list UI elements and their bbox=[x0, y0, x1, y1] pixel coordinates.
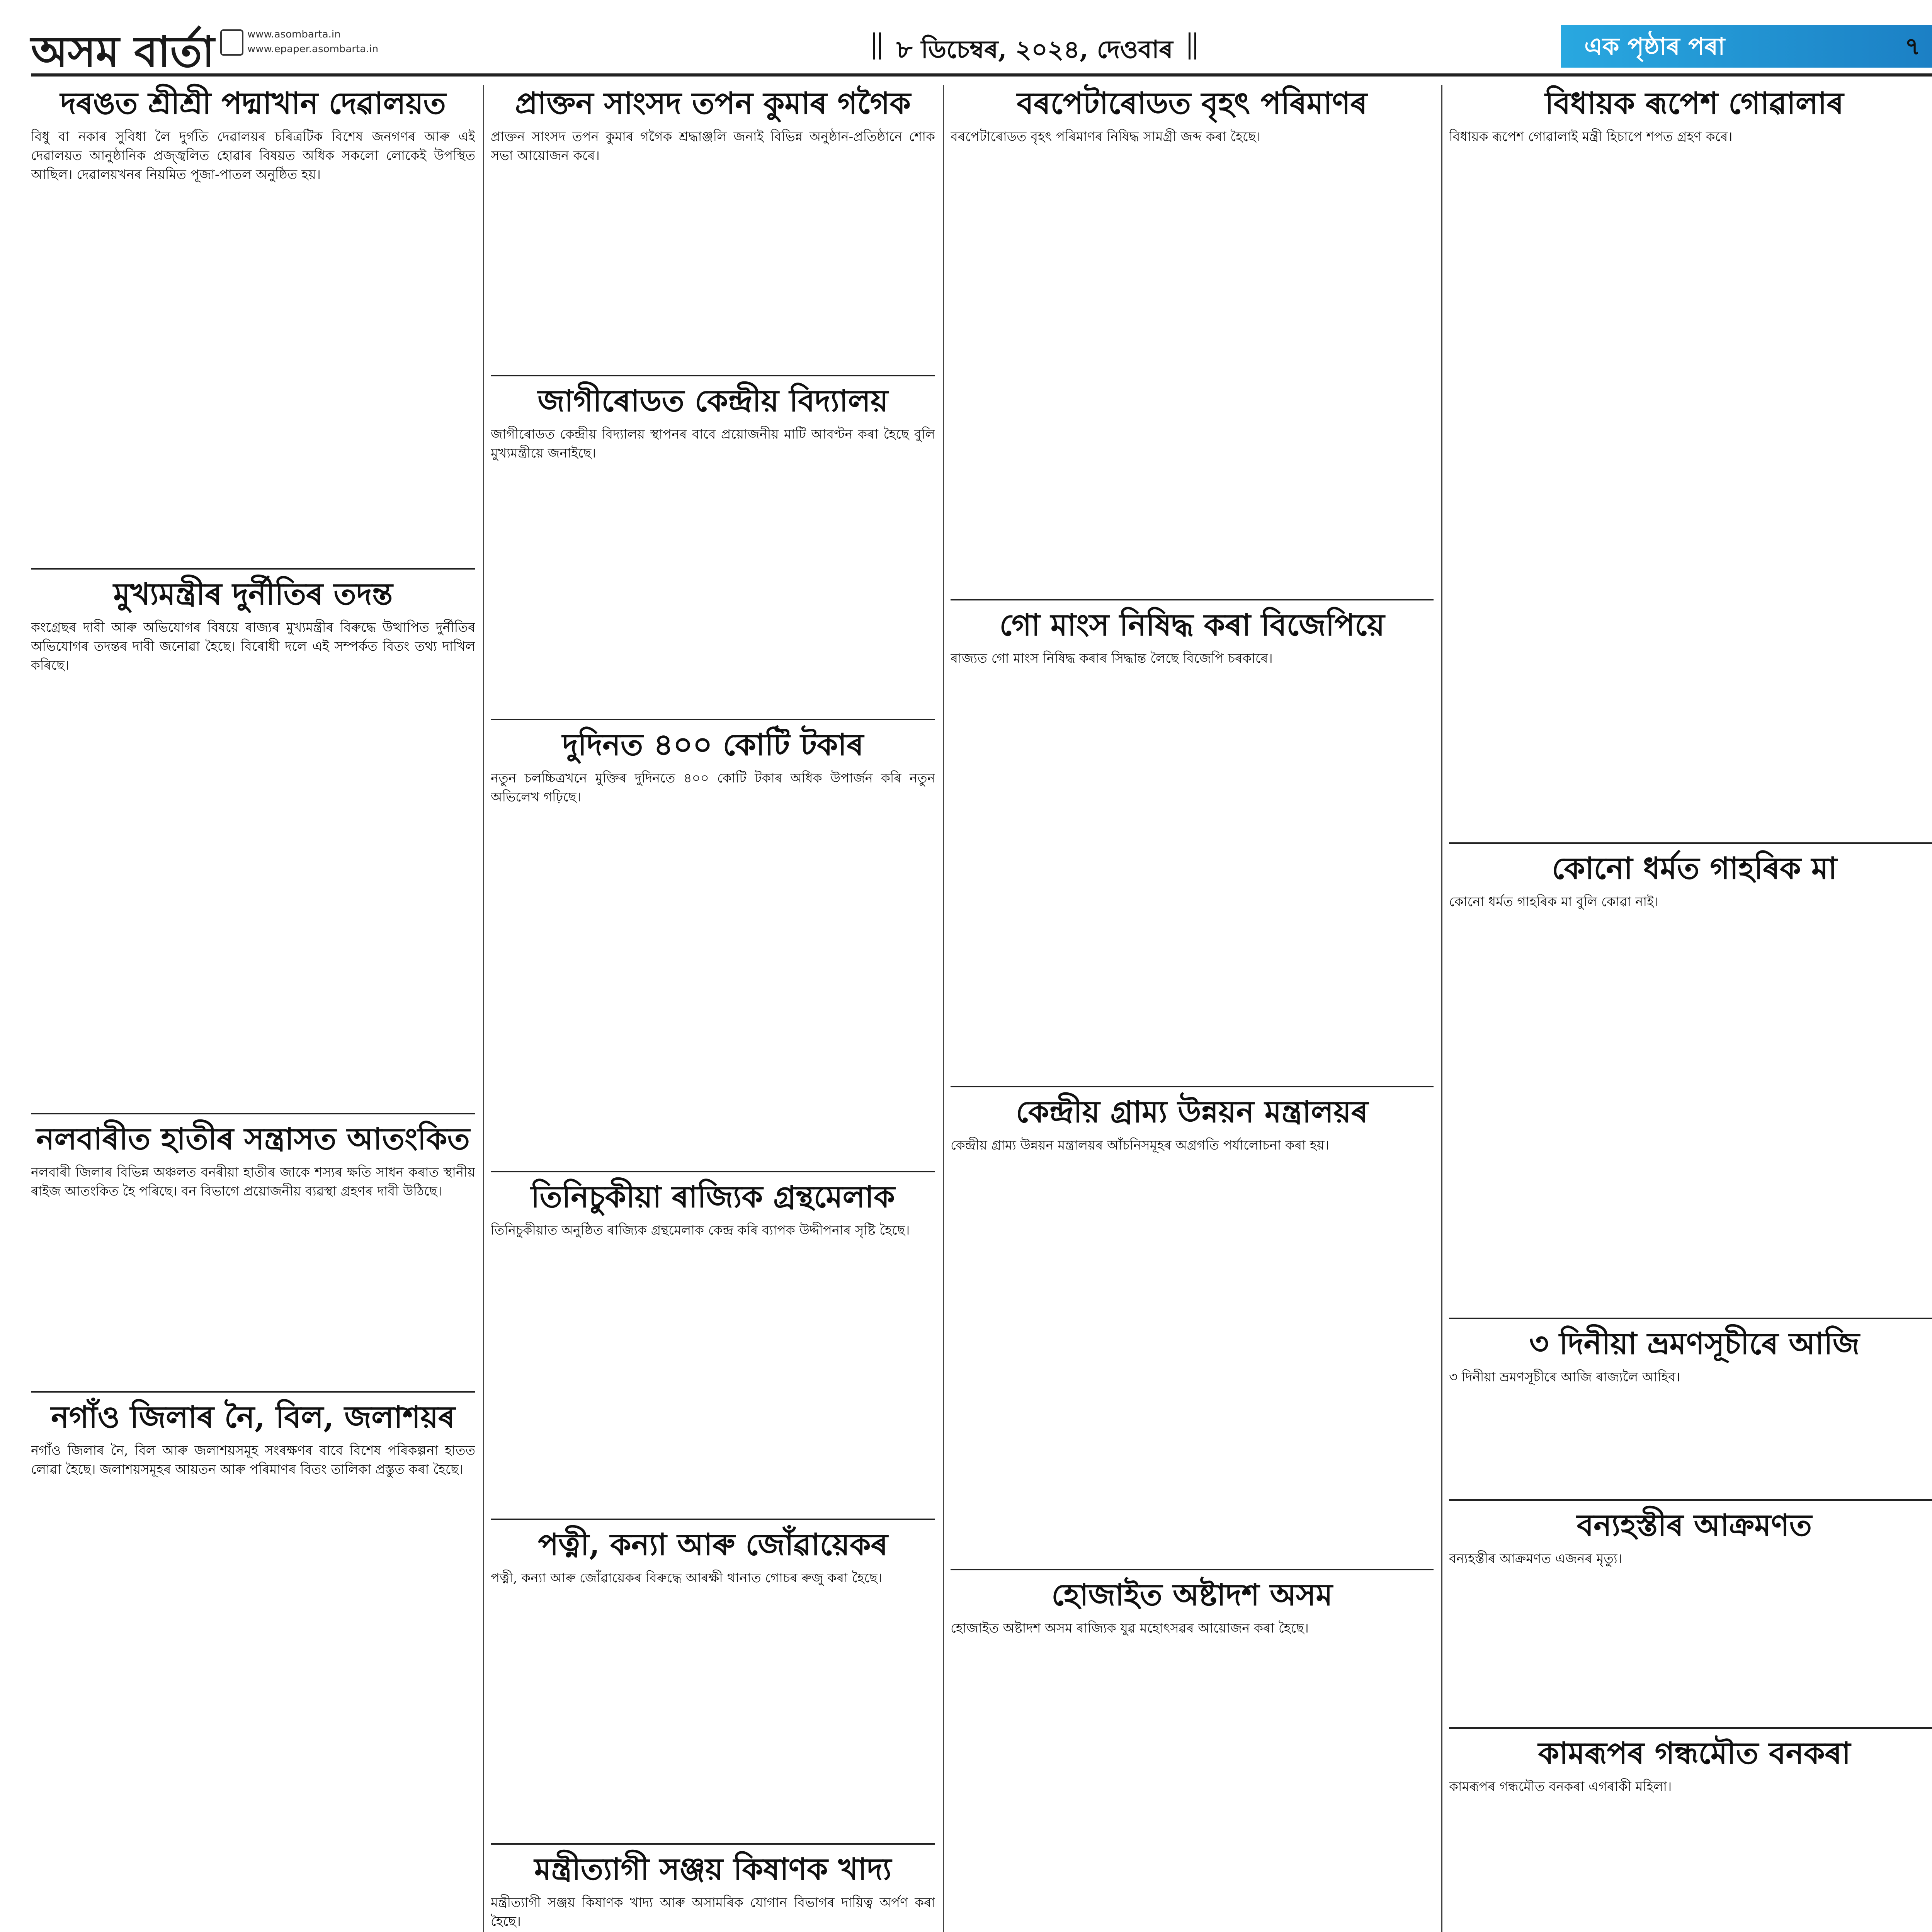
article-separator bbox=[1449, 1499, 1932, 1501]
article bbox=[491, 1179, 935, 1515]
article bbox=[491, 1851, 935, 1932]
article bbox=[1449, 1735, 1932, 1932]
article bbox=[951, 607, 1434, 1082]
article bbox=[31, 85, 475, 564]
article bbox=[31, 1399, 475, 1932]
article-body: কোনো ধৰ্মত গাহৰিক মা বুলি কোৱা নাই। bbox=[1449, 893, 1932, 1310]
article-headline: নলবাৰীত হাতীৰ সন্ত্ৰাসত আতংকিত bbox=[36, 1121, 470, 1156]
mobile-icon bbox=[220, 29, 243, 56]
article bbox=[491, 726, 935, 1167]
article-body: বৰপেটাৰোডত বৃহৎ পৰিমাণৰ নিষিদ্ধ সামগ্ৰী জব্দ কৰা হৈছে। bbox=[951, 128, 1434, 591]
article-headline: গো মাংস নিষিদ্ধ কৰা বিজেপিয়ে bbox=[999, 607, 1385, 643]
continued-banner bbox=[1561, 25, 1932, 68]
article-body: কংগ্ৰেছৰ দাবী আৰু অভিযোগৰ বিষয়ে ৰাজ্যৰ মুখ্যমন্ত্ৰীৰ বিৰুদ্ধে উত্থাপিত দুৰ্নীতিৰ অভিযোগৰ তদন্তৰ দাবী জনোৱা হৈছে। বিৰোধী দলে এই সম্পৰ্কত বিতং তথ্য দাখিল কৰিছে। bbox=[31, 618, 475, 1105]
article-body: জাগীৰোডত কেন্দ্ৰীয় বিদ্যালয় স্থাপনৰ বাবে প্ৰয়োজনীয় মাটি আবণ্টন কৰা হৈছে বুলি মুখ্যমন্ত্ৰীয়ে জনাইছে। bbox=[491, 425, 935, 711]
article-headline: নগাঁও জিলাৰ নৈ, বিল, জলাশয়ৰ bbox=[51, 1400, 455, 1435]
article-body: পত্নী, কন্যা আৰু জোঁৱায়েকৰ বিৰুদ্ধে আৰক্ষী থানাত গোচৰ ৰুজু কৰা হৈছে। bbox=[491, 1569, 935, 1835]
article-headline: মন্ত্ৰীত্যাগী সঞ্জয় কিষাণক খাদ্য bbox=[534, 1852, 892, 1887]
article-body: প্ৰাক্তন সাংসদ তপন কুমাৰ গগৈক শ্ৰদ্ধাঞ্জলি জনাই বিভিন্ন অনুষ্ঠান-প্ৰতিষ্ঠানে শোক সভা আয়োজন কৰে। bbox=[491, 128, 935, 367]
article bbox=[31, 1121, 475, 1387]
article-body: তিনিচুকীয়াত অনুষ্ঠিত ৰাজ্যিক গ্ৰন্থমেলাক কেন্দ্ৰ কৰি ব্যাপক উদ্দীপনাৰ সৃষ্টি হৈছে। bbox=[491, 1221, 935, 1511]
article-body: নগাঁও জিলাৰ নৈ, বিল আৰু জলাশয়সমূহ সংৰক্ষণৰ বাবে বিশেষ পৰিকল্পনা হাতত লোৱা হৈছে। জলাশয়সমূহৰ আয়তন আৰু পৰিমাণৰ বিতং তালিকা প্ৰস্তুত কৰা হৈছে। bbox=[31, 1441, 475, 1932]
article-headline: তিনিচুকীয়া ৰাজ্যিক গ্ৰন্থমেলাক bbox=[531, 1179, 895, 1214]
article-separator bbox=[491, 1519, 935, 1520]
article bbox=[491, 1526, 935, 1839]
article-headline: দৰঙত শ্ৰীশ্ৰী পদ্মাখান দেৱালয়ত bbox=[60, 86, 446, 121]
article-separator bbox=[1449, 1318, 1932, 1319]
column-divider bbox=[483, 85, 484, 1932]
article bbox=[1449, 850, 1932, 1314]
website-url[interactable]: www.asombarta.in bbox=[247, 29, 341, 40]
article-separator bbox=[491, 1843, 935, 1845]
article-headline: বিধায়ক ৰূপেশ গোৱালাৰ bbox=[1545, 86, 1844, 121]
article-headline: কামৰূপৰ গন্ধমৌত বনকৰা bbox=[1538, 1736, 1851, 1771]
article-headline: দুদিনত ৪০০ কোটি টকাৰ bbox=[562, 727, 864, 762]
article-separator bbox=[31, 568, 475, 570]
article-separator bbox=[1449, 1727, 1932, 1729]
masthead bbox=[31, 15, 1932, 77]
newspaper-logo: অসম বাৰ্তা bbox=[31, 27, 214, 77]
article-headline: মুখ্যমন্ত্ৰীৰ দুৰ্নীতিৰ তদন্ত bbox=[113, 577, 393, 612]
article-separator bbox=[951, 599, 1434, 600]
column-divider bbox=[1441, 85, 1442, 1932]
issue-date: ৮ ডিচেম্বৰ, ২০২৪, দেওবাৰ bbox=[896, 31, 1173, 72]
epaper-url[interactable]: www.epaper.asombarta.in bbox=[247, 43, 379, 55]
article bbox=[951, 85, 1434, 595]
page-number: ৭ bbox=[1905, 32, 1920, 60]
article-body: ৩ দিনীয়া ভ্ৰমণসূচীৰে আজি ৰাজ্যলৈ আহিব। bbox=[1449, 1368, 1932, 1492]
article bbox=[951, 1577, 1434, 1932]
article bbox=[31, 576, 475, 1109]
article-body: ৰাজ্যত গো মাংস নিষিদ্ধ কৰাৰ সিদ্ধান্ত লৈছে বিজেপি চৰকাৰে। bbox=[951, 649, 1434, 1078]
article-separator bbox=[31, 1391, 475, 1393]
article-body: বিধু বা নকাৰ সুবিধা লৈ দুৰ্গতি দেৱালয়ৰ চৰিত্ৰটিক বিশেষ জনগণৰ আৰু এই দেৱালয়ত আনুষ্ঠানিক প্ৰজ্জ্বলিত হোৱাৰ বিষয়ত অধিক সকলো লোকেই উপস্থিত আছিল। দেৱালয়খনৰ নিয়মিত পূজা-পাতল অনুষ্ঠিত হয়। bbox=[31, 128, 475, 560]
column-divider bbox=[943, 85, 944, 1932]
article-separator bbox=[491, 1171, 935, 1172]
article-separator bbox=[951, 1086, 1434, 1087]
article bbox=[491, 383, 935, 715]
article-headline: বন্যহস্তীৰ আক্ৰমণত bbox=[1577, 1508, 1812, 1543]
article-body: কামৰূপৰ গন্ধমৌত বনকৰা এগৰাকী মহিলা। bbox=[1449, 1777, 1932, 1932]
article bbox=[1449, 85, 1932, 838]
article-body: হোজাইত অষ্টাদশ অসম ৰাজ্যিক যুৱ মহোৎসৱৰ আয়োজন কৰা হৈছে। bbox=[951, 1619, 1434, 1932]
article-headline: পত্নী, কন্যা আৰু জোঁৱায়েকৰ bbox=[538, 1527, 888, 1562]
article-headline: হোজাইত অষ্টাদশ অসম bbox=[1051, 1577, 1333, 1612]
article-body: কেন্দ্ৰীয় গ্ৰাম্য উন্নয়ন মন্ত্ৰালয়ৰ আঁচনিসমূহৰ অগ্ৰগতি পৰ্যালোচনা কৰা হয়। bbox=[951, 1136, 1434, 1561]
article-headline: বৰপেটাৰোডত বৃহৎ পৰিমাণৰ bbox=[1017, 86, 1367, 121]
article-headline: কোনো ধৰ্মত গাহৰিক মা bbox=[1552, 851, 1837, 886]
article-separator bbox=[491, 375, 935, 376]
article-body: বিধায়ক ৰূপেশ গোৱালাই মন্ত্ৰী হিচাপে শপত গ্ৰহণ কৰে। bbox=[1449, 128, 1932, 835]
article-headline: কেন্দ্ৰীয় গ্ৰাম্য উন্নয়ন মন্ত্ৰালয়ৰ bbox=[1016, 1094, 1368, 1129]
article-headline: জাগীৰোডত কেন্দ্ৰীয় বিদ্যালয় bbox=[537, 383, 888, 418]
article-separator bbox=[491, 719, 935, 720]
article-headline: ৩ দিনীয়া ভ্ৰমণসূচীৰে আজি bbox=[1529, 1326, 1860, 1361]
article bbox=[1449, 1325, 1932, 1495]
article-headline: প্ৰাক্তন সাংসদ তপন কুমাৰ গগৈক bbox=[515, 86, 911, 121]
article bbox=[1449, 1507, 1932, 1723]
article-separator bbox=[1449, 842, 1932, 844]
website-block bbox=[247, 27, 378, 56]
article-body: মন্ত্ৰীত্যাগী সঞ্জয় কিষাণক খাদ্য আৰু অসামৰিক যোগান বিভাগৰ দায়িত্ব অৰ্পণ কৰা হৈছে। bbox=[491, 1893, 935, 1932]
article-body: নলবাৰী জিলাৰ বিভিন্ন অঞ্চলত বনৰীয়া হাতীৰ জাকে শস্যৰ ক্ষতি সাধন কৰাত স্থানীয় ৰাইজ আতংকিত হৈ পৰিছে। বন বিভাগে প্ৰয়োজনীয় ব্যৱস্থা গ্ৰহণৰ দাবী উঠিছে। bbox=[31, 1163, 475, 1383]
article-separator bbox=[951, 1569, 1434, 1570]
continued-label: এক পৃষ্ঠাৰ পৰা bbox=[1584, 32, 1725, 60]
article bbox=[951, 1094, 1434, 1565]
article-body: নতুন চলচ্চিত্ৰখনে মুক্তিৰ দুদিনতে ৪০০ কোটি টকাৰ অধিক উপাৰ্জন কৰি নতুন অভিলেখ গঢ়িছে। bbox=[491, 769, 935, 1163]
article-separator bbox=[31, 1113, 475, 1114]
article-body: বন্যহস্তীৰ আক্ৰমণত এজনৰ মৃত্যু। bbox=[1449, 1549, 1932, 1719]
article bbox=[491, 85, 935, 371]
